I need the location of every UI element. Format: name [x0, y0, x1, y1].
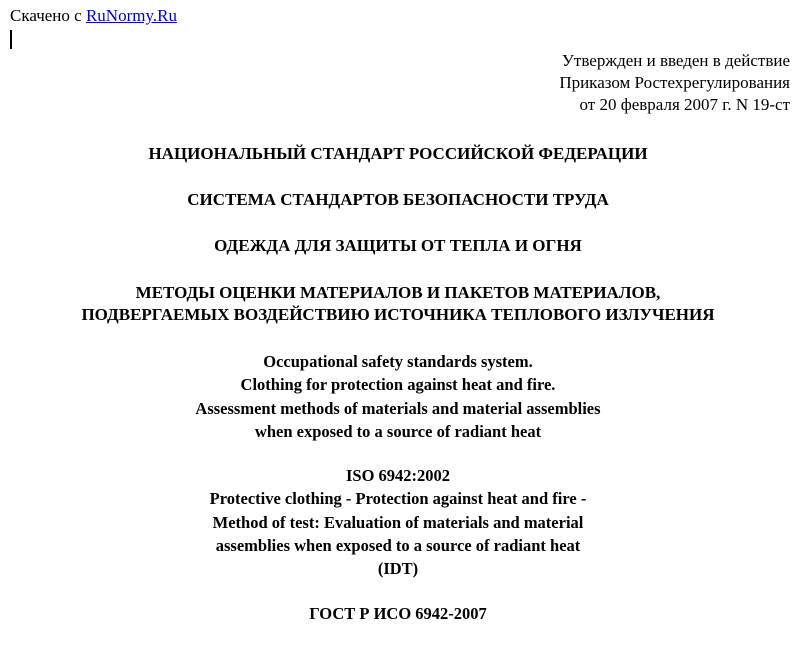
approval-line: Приказом Ростехрегулирования	[559, 73, 790, 92]
english-title-block	[0, 350, 796, 443]
methods-heading-line: МЕТОДЫ ОЦЕНКИ МАТЕРИАЛОВ И ПАКЕТОВ МАТЕРИАЛОВ,	[135, 283, 661, 302]
english-title-line: when exposed to a source of radiant heat	[254, 421, 542, 441]
iso-idt-label: (IDT)	[377, 559, 419, 579]
system-heading: СИСТЕМА СТАНДАРТОВ БЕЗОПАСНОСТИ ТРУДА	[187, 190, 609, 209]
english-title-line: Assessment methods of materials and material assemblies	[195, 398, 601, 418]
source-line	[10, 6, 177, 26]
source-prefix: Скачено с	[10, 6, 86, 25]
methods-heading	[0, 282, 796, 326]
text-cursor	[10, 30, 12, 49]
national-standard-heading: НАЦИОНАЛЬНЫЙ СТАНДАРТ РОССИЙСКОЙ ФЕДЕРАЦИИ	[148, 144, 648, 163]
clothing-heading: ОДЕЖДА ДЛЯ ЗАЩИТЫ ОТ ТЕПЛА И ОГНЯ	[214, 236, 582, 255]
approval-block	[559, 50, 790, 116]
iso-number: ISO 6942:2002	[345, 466, 451, 485]
gost-designation: ГОСТ Р ИСО 6942-2007	[309, 604, 487, 623]
approval-line: от 20 февраля 2007 г. N 19-ст	[579, 95, 790, 114]
english-title-line: Occupational safety standards system.	[263, 352, 533, 371]
iso-block	[0, 464, 796, 580]
iso-title-line: Protective clothing - Protection against heat and fire -	[209, 489, 587, 509]
runormy-link[interactable]: RuNormy.Ru	[85, 6, 177, 25]
iso-title-line: Method of test: Evaluation of materials and material	[212, 512, 584, 532]
english-title-line: Clothing for protection against heat and fire.	[240, 375, 556, 395]
methods-heading-line: ПОДВЕРГАЕМЫХ ВОЗДЕЙСТВИЮ ИСТОЧНИКА ТЕПЛОВОГО ИЗЛУЧЕНИЯ	[81, 305, 715, 324]
iso-title-line: assemblies when exposed to a source of radiant heat	[215, 535, 581, 555]
approval-line: Утвержден и введен в действие	[561, 51, 790, 70]
